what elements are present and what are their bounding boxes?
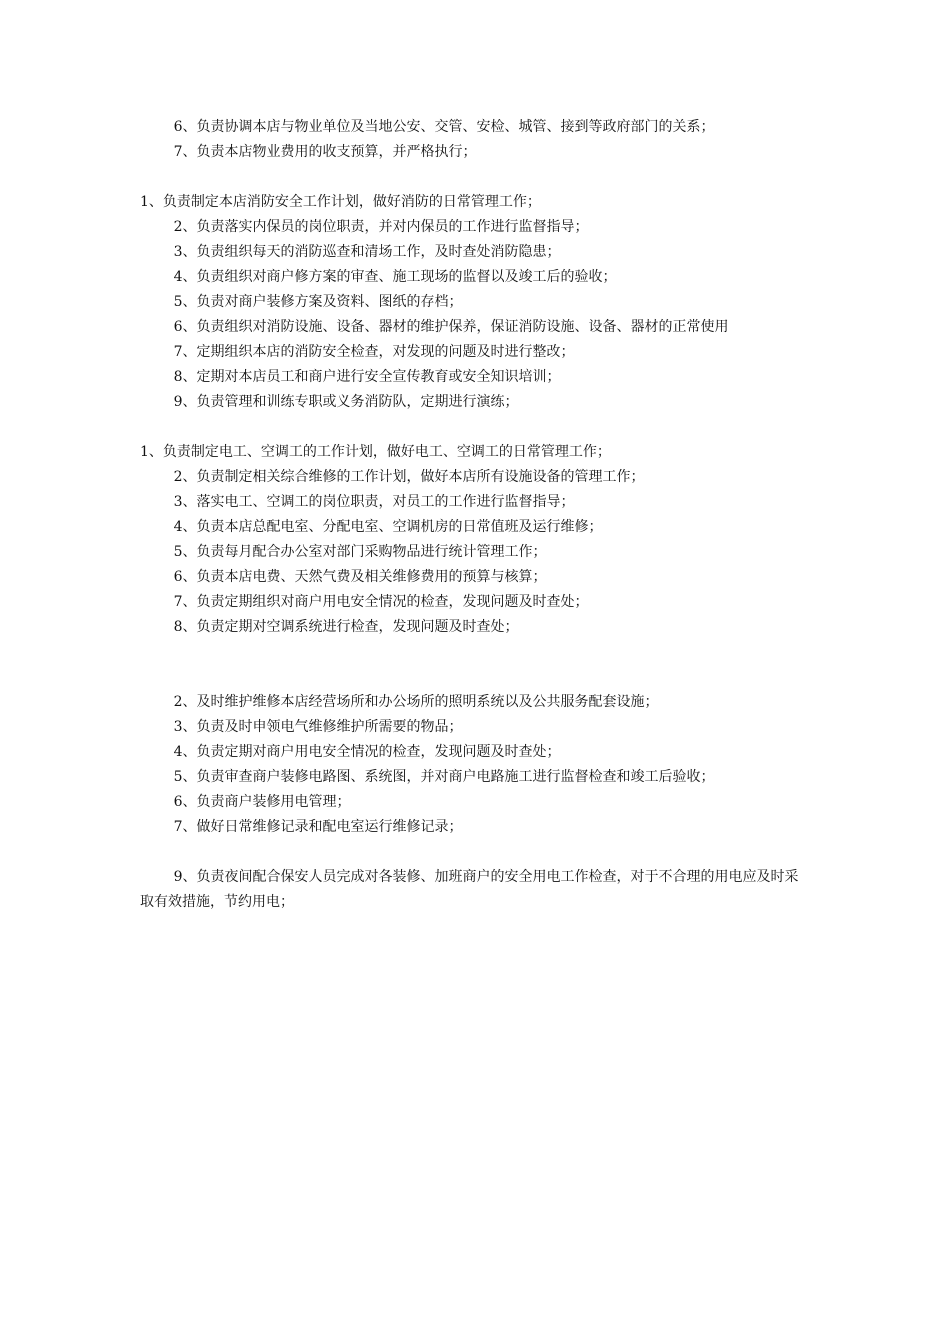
paragraph: 2、负责落实内保员的岗位职责，并对内保员的工作进行监督指导； xyxy=(173,219,589,235)
paragraph: 3、落实电工、空调工的岗位职责，对员工的工作进行监督指导； xyxy=(173,494,575,510)
section-electrical-hvac xyxy=(140,440,812,640)
paragraph: 6、负责商户装修用电管理； xyxy=(173,794,351,810)
paragraph: 7、做好日常维修记录和配电室运行维修记录； xyxy=(173,819,463,835)
section-fire-safety xyxy=(140,190,812,415)
paragraph: 3、负责组织每天的消防巡查和清场工作，及时查处消防隐患； xyxy=(173,244,561,260)
paragraph: 4、负责本店总配电室、分配电室、空调机房的日常值班及运行维修； xyxy=(173,519,603,535)
section-night-check xyxy=(140,865,812,915)
paragraph-lead: 1、负责制定本店消防安全工作计划，做好消防的日常管理工作； xyxy=(140,194,541,210)
blank-line xyxy=(140,165,812,190)
paragraph: 4、负责定期对商户用电安全情况的检查，发现问题及时查处； xyxy=(173,744,561,760)
paragraph: 5、负责审查商户装修电路图、系统图，并对商户电路施工进行监督检查和竣工后验收； xyxy=(173,769,715,785)
paragraph: 5、负责每月配合办公室对部门采购物品进行统计管理工作； xyxy=(173,544,547,560)
paragraph: 3、负责及时申领电气维修维护所需要的物品； xyxy=(173,719,463,735)
paragraph: 4、负责组织对商户修方案的审查、施工现场的监督以及竣工后的验收； xyxy=(173,269,617,285)
blank-line xyxy=(140,415,812,440)
paragraph: 6、负责组织对消防设施、设备、器材的维护保养，保证消防设施、设备、器材的正常使用 xyxy=(173,319,729,335)
paragraph: 7、负责定期组织对商户用电安全情况的检查，发现问题及时查处； xyxy=(173,594,589,610)
paragraph: 2、及时维护维修本店经营场所和办公场所的照明系统以及公共服务配套设施； xyxy=(173,694,659,710)
paragraph: 8、负责定期对空调系统进行检查，发现问题及时查处； xyxy=(173,619,519,635)
paragraph: 8、定期对本店员工和商户进行安全宣传教育或安全知识培训； xyxy=(173,369,561,385)
paragraph-lead: 1、负责制定电工、空调工的工作计划，做好电工、空调工的日常管理工作； xyxy=(140,444,611,460)
paragraph: 7、定期组织本店的消防安全检查，对发现的问题及时进行整改； xyxy=(173,344,575,360)
paragraph: 2、负责制定相关综合维修的工作计划，做好本店所有设施设备的管理工作； xyxy=(173,469,645,485)
paragraph: 7、负责本店物业费用的收支预算，并严格执行； xyxy=(173,144,477,160)
paragraph: 6、负责协调本店与物业单位及当地公安、交管、安检、城管、接到等政府部门的关系； xyxy=(173,119,715,135)
document-body xyxy=(140,115,812,915)
paragraph: 6、负责本店电费、天然气费及相关维修费用的预算与核算； xyxy=(173,569,547,585)
section-property xyxy=(140,115,812,165)
paragraph: 9、负责夜间配合保安人员完成对各装修、加班商户的安全用电工作检查，对于不合理的用电应及时采取有效措施，节约用电； xyxy=(140,869,799,910)
blank-line xyxy=(140,840,812,865)
section-electrician xyxy=(140,690,812,840)
paragraph: 5、负责对商户装修方案及资料、图纸的存档； xyxy=(173,294,463,310)
blank-lines xyxy=(140,640,812,690)
paragraph: 9、负责管理和训练专职或义务消防队，定期进行演练； xyxy=(173,394,519,410)
